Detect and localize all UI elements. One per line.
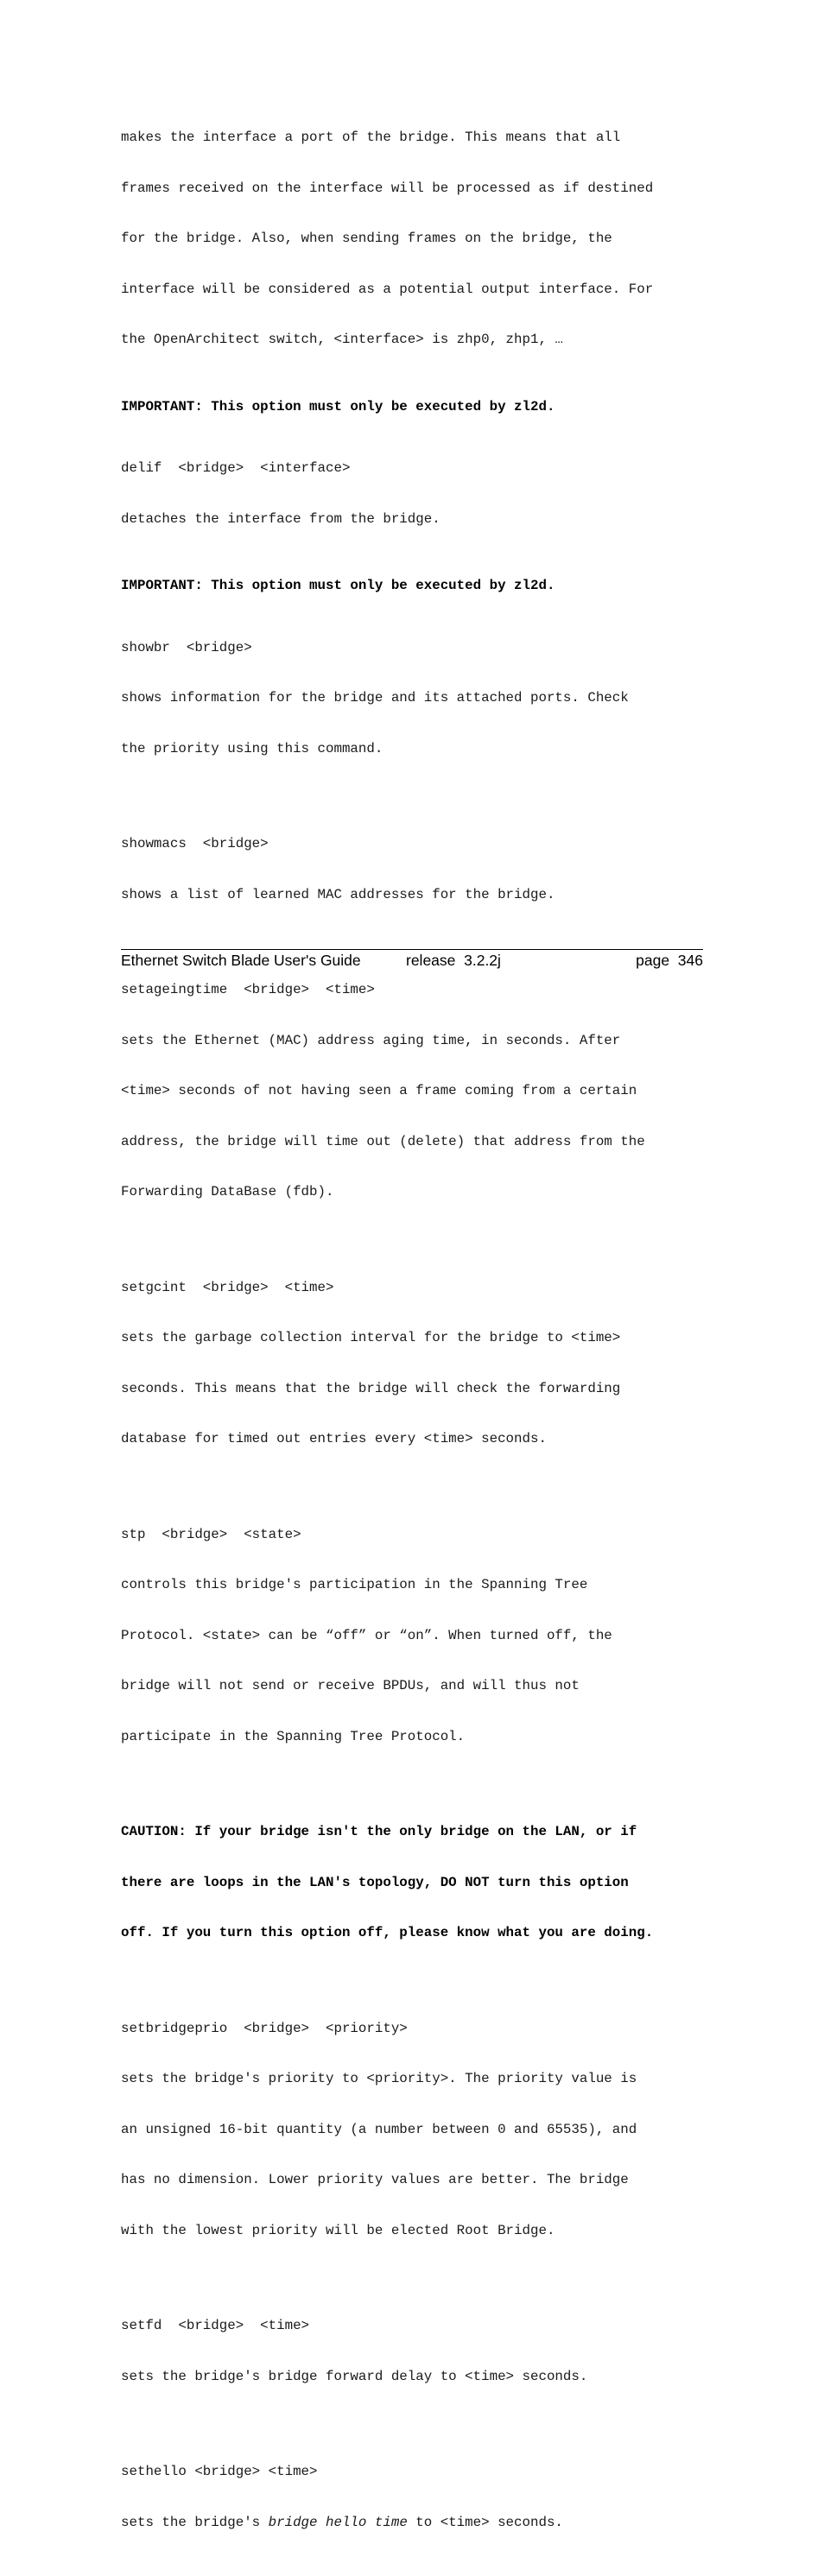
caution-line: there are loops in the LAN's topology, DO NOT turn this option — [121, 1874, 629, 1890]
command-description-line: seconds. This means that the bridge will check the forwarding — [121, 1380, 621, 1396]
command-description-line: has no dimension. Lower priority values are better. The bridge — [121, 2172, 629, 2187]
command-description-line: the priority using this command. — [121, 740, 383, 756]
command-description-line: database for timed out entries every <time> seconds. — [121, 1431, 547, 1446]
intro-line: frames received on the interface will be processed as if destined — [121, 180, 654, 196]
caution-line: off. If you turn this option off, please know what you are doing. — [121, 1925, 654, 1940]
important-note: IMPORTANT: This option must only be executed by zl2d. — [121, 398, 555, 415]
command-description-line: sets the bridge's priority to <priority>. The priority value is — [121, 2071, 637, 2086]
command-syntax: setfd <bridge> <time> — [121, 2318, 310, 2333]
important-note: IMPORTANT: This option must only be executed by zl2d. — [121, 578, 555, 593]
description-suffix: to <time> seconds. — [407, 2514, 563, 2530]
command-description-line: sets the Ethernet (MAC) address aging time, in seconds. After — [121, 1032, 621, 1048]
caution-note — [121, 1790, 717, 1976]
command-delif — [121, 427, 717, 561]
command-syntax: setbridgeprio <bridge> <priority> — [121, 2020, 408, 2036]
command-setageingtime — [121, 948, 717, 1235]
description-emphasis: bridge hello time — [268, 2514, 408, 2530]
command-description-line: sets the garbage collection interval for the bridge to <time> — [121, 1330, 621, 1345]
intro-line: for the bridge. Also, when sending frames on the bridge, the — [121, 231, 612, 246]
intro-paragraph — [121, 96, 717, 383]
command-description — [121, 2515, 717, 2532]
caution-line: CAUTION: If your bridge isn't the only bridge on the LAN, or if — [121, 1824, 637, 1839]
footer-page-number: page 346 — [636, 952, 703, 969]
command-description-line: bridge will not send or receive BPDUs, and will thus not — [121, 1678, 580, 1693]
command-syntax: setgcint <bridge> <time> — [121, 1279, 334, 1295]
description-prefix: sets the bridge's — [121, 2514, 269, 2530]
command-syntax: setageingtime <bridge> <time> — [121, 982, 375, 997]
command-description-line: address, the bridge will time out (delete) that address from the — [121, 1133, 645, 1149]
command-setbridgeprio — [121, 1987, 717, 2274]
command-setfd — [121, 2284, 717, 2419]
intro-line: interface will be considered as a potential output interface. For — [121, 281, 654, 297]
command-description-line: with the lowest priority will be elected Root Bridge. — [121, 2222, 555, 2238]
command-syntax: sethello <bridge> <time> — [121, 2464, 318, 2479]
intro-line: makes the interface a port of the bridge. This means that all — [121, 130, 621, 145]
command-syntax: delif <bridge> <interface> — [121, 460, 351, 476]
command-description-line: shows information for the bridge and its attached ports. Check — [121, 690, 629, 706]
page-content — [121, 96, 717, 2576]
command-description-line: controls this bridge's participation in the Spanning Tree — [121, 1577, 588, 1592]
command-showbr — [121, 606, 717, 792]
footer-release: release 3.2.2j — [406, 952, 501, 969]
command-setgcint — [121, 1246, 717, 1482]
command-showmacs — [121, 802, 717, 937]
command-stp — [121, 1493, 717, 1780]
command-description-line: <time> seconds of not having seen a frame coming from a certain — [121, 1083, 637, 1098]
command-description: shows a list of learned MAC addresses for the bridge. — [121, 886, 555, 902]
command-syntax: showbr <bridge> — [121, 639, 252, 655]
command-syntax: stp <bridge> <state> — [121, 1526, 301, 1542]
command-description: detaches the interface from the bridge. — [121, 510, 441, 527]
command-description-line: an unsigned 16-bit quantity (a number between 0 and 65535), and — [121, 2121, 637, 2137]
intro-line: the OpenArchitect switch, <interface> is zhp0, zhp1, … — [121, 332, 563, 347]
command-description-line: Protocol. <state> can be “off” or “on”. When turned off, the — [121, 1627, 612, 1643]
command-sethello — [121, 2430, 717, 2565]
page-footer — [121, 949, 703, 972]
command-description-line: participate in the Spanning Tree Protocol. — [121, 1728, 466, 1744]
command-description: sets the bridge's bridge forward delay to <time> seconds. — [121, 2368, 588, 2384]
footer-document-title: Ethernet Switch Blade User's Guide — [121, 952, 361, 969]
command-description-line: Forwarding DataBase (fdb). — [121, 1184, 334, 1199]
command-syntax: showmacs <bridge> — [121, 836, 269, 851]
